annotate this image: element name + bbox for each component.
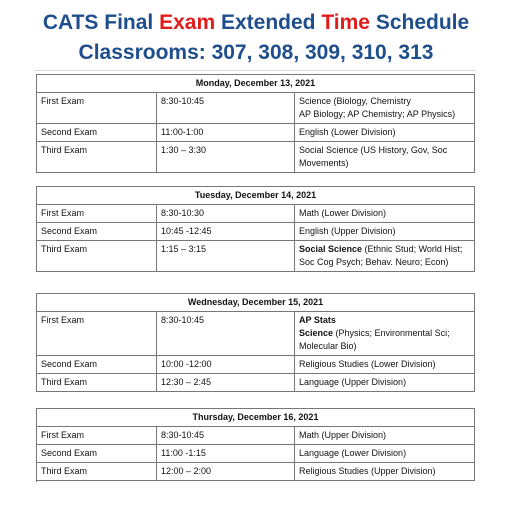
exam-time: 11:00-1:00 <box>157 124 295 142</box>
day-header: Tuesday, December 14, 2021 <box>37 187 475 205</box>
table-row <box>37 374 475 392</box>
exam-time: 12:30 – 2:45 <box>157 374 295 392</box>
exam-time: 8:30-10:45 <box>157 427 295 445</box>
subject-line: Soc Cog Psych; Behav. Neuro; Econ) <box>299 257 449 267</box>
table-row <box>37 241 475 272</box>
subject-line: Social Science (US History, Gov, Soc <box>299 145 448 155</box>
exam-subject <box>295 427 475 445</box>
table-row <box>37 205 475 223</box>
day-header: Monday, December 13, 2021 <box>37 75 475 93</box>
subject-bold: Social Science <box>299 244 363 254</box>
subject-line: Math (Upper Division) <box>299 430 387 440</box>
exam-subject <box>295 463 475 481</box>
schedule-table <box>36 293 475 392</box>
table-row <box>37 312 475 356</box>
table-row <box>37 356 475 374</box>
exam-label: First Exam <box>37 427 157 445</box>
subject-line: English (Upper Division) <box>299 226 396 236</box>
title-part: Time <box>321 11 370 34</box>
page-subtitle: Classrooms: 307, 308, 309, 310, 313 <box>78 41 434 64</box>
subject-line: Math (Lower Division) <box>299 208 387 218</box>
schedule-table <box>36 408 475 481</box>
exam-time: 12:00 – 2:00 <box>157 463 295 481</box>
schedule-table <box>36 186 475 272</box>
day-header: Wednesday, December 15, 2021 <box>37 294 475 312</box>
table-row <box>37 427 475 445</box>
title-part: Extended <box>215 11 322 34</box>
table-row <box>37 142 475 173</box>
table-row <box>37 124 475 142</box>
exam-label: Second Exam <box>37 124 157 142</box>
title-part: Exam <box>159 11 216 34</box>
exam-time: 11:00 -1:15 <box>157 445 295 463</box>
exam-time: 1:15 – 3:15 <box>157 241 295 272</box>
subject-line: Science (Biology, Chemistry <box>299 96 411 106</box>
page-title <box>0 10 512 36</box>
exam-subject <box>295 374 475 392</box>
subject-line: Language (Upper Division) <box>299 377 407 387</box>
exam-label: Third Exam <box>37 463 157 481</box>
table-row <box>37 445 475 463</box>
title-part: Schedule <box>369 11 470 34</box>
table-row <box>37 463 475 481</box>
subject-line: English (Lower Division) <box>299 127 396 137</box>
subject-line: (Ethnic Stud; World Hist; <box>362 244 463 254</box>
table-row <box>37 93 475 124</box>
exam-label: Third Exam <box>37 241 157 272</box>
exam-time: 1:30 – 3:30 <box>157 142 295 173</box>
exam-time: 8:30-10:45 <box>157 312 295 356</box>
subject-line: Religious Studies (Lower Division) <box>299 359 436 369</box>
exam-subject <box>295 445 475 463</box>
subject-line: Movements) <box>299 158 349 168</box>
exam-label: Third Exam <box>37 142 157 173</box>
day-header: Thursday, December 16, 2021 <box>37 409 475 427</box>
title-part: CATS Final <box>42 11 160 34</box>
exam-label: Second Exam <box>37 223 157 241</box>
subject-bold: Science <box>299 328 334 338</box>
schedule-table <box>36 74 475 173</box>
exam-subject <box>295 356 475 374</box>
exam-label: First Exam <box>37 312 157 356</box>
exam-subject <box>295 205 475 223</box>
subject-line: AP Biology; AP Chemistry; AP Physics) <box>299 109 456 119</box>
exam-label: Second Exam <box>37 356 157 374</box>
subject-line: Molecular Bio) <box>299 341 357 351</box>
table-row <box>37 223 475 241</box>
exam-subject <box>295 124 475 142</box>
exam-subject <box>295 223 475 241</box>
exam-label: First Exam <box>37 205 157 223</box>
subject-line: (Physics; Environmental Sci; <box>333 328 450 338</box>
exam-subject <box>295 241 475 272</box>
exam-subject <box>295 142 475 173</box>
divider <box>36 473 37 482</box>
divider <box>34 70 476 71</box>
exam-subject <box>295 93 475 124</box>
exam-time: 10:00 -12:00 <box>157 356 295 374</box>
exam-time: 8:30-10:30 <box>157 205 295 223</box>
subject-bold: AP Stats <box>299 315 336 325</box>
exam-label: Second Exam <box>37 445 157 463</box>
subject-line: Religious Studies (Upper Division) <box>299 466 436 476</box>
exam-label: First Exam <box>37 93 157 124</box>
exam-subject <box>295 312 475 356</box>
subject-line: Language (Lower Division) <box>299 448 407 458</box>
exam-label: Third Exam <box>37 374 157 392</box>
exam-time: 8:30-10:45 <box>157 93 295 124</box>
exam-time: 10:45 -12:45 <box>157 223 295 241</box>
